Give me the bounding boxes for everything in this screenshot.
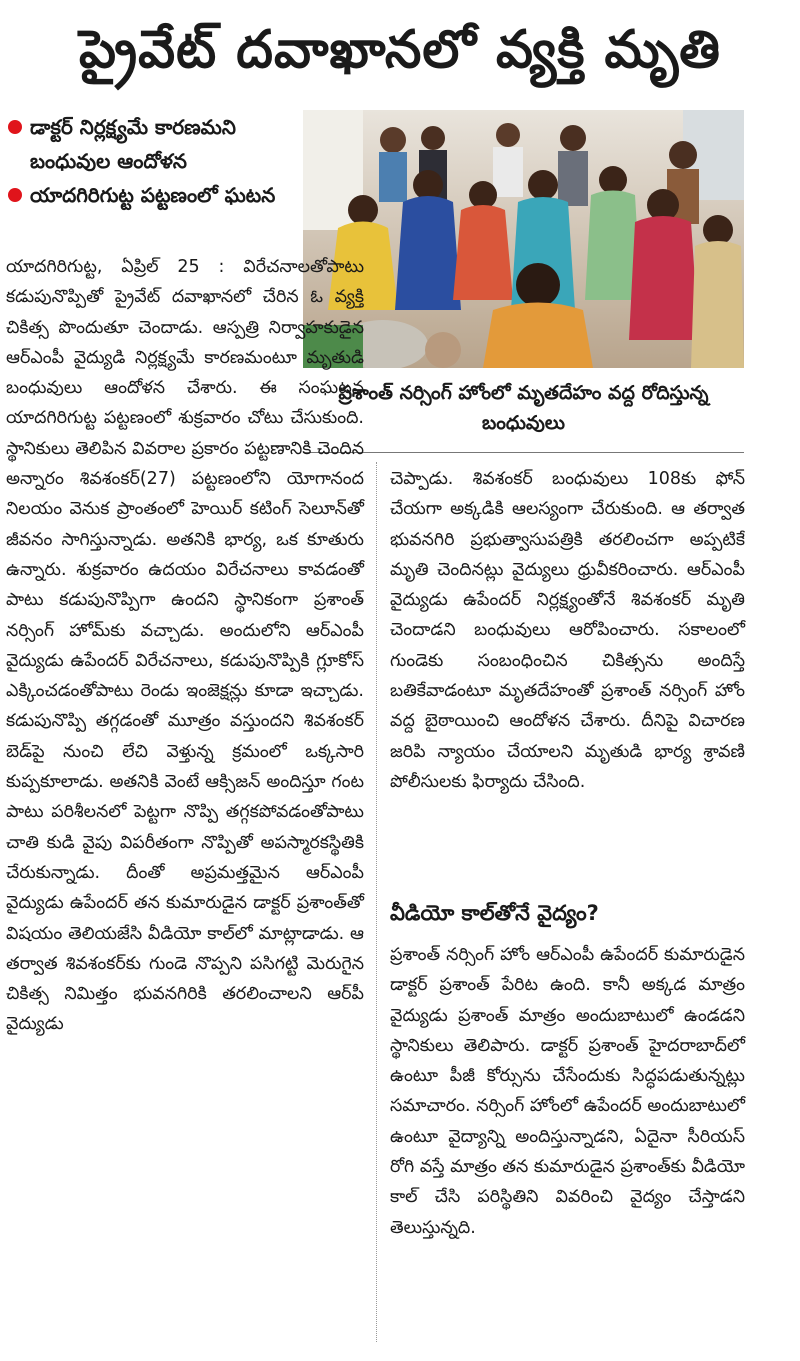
article-column-3 xyxy=(390,940,745,1243)
highlight-text: డాక్టర్ నిర్లక్ష్యమే కారణమని బంధువుల ఆందోళన xyxy=(30,115,236,173)
photo-caption: ప్రశాంత్ నర్సింగ్ హోంలో మృతదేహం వద్ద రోదిస్తున్న బంధువులు xyxy=(338,382,709,434)
highlight-item xyxy=(6,110,298,178)
bullet-dot-icon xyxy=(8,120,22,134)
highlights-list xyxy=(6,110,298,212)
mourning-crowd-image xyxy=(303,110,744,368)
column-divider xyxy=(376,462,377,1342)
article-paragraph: చెప్పాడు. శివశంకర్ బంధువులు 108కు ఫోన్ చేయగా అక్కడికి ఆలస్యంగా చేరుకుంది. ఆ తర్వాత భువనగిరి ప్రభుత్వాసుపత్రికి తరలించగా అప్పటికే మృతి చెందినట్లు వైద్యులు ధ్రువీకరించారు. ఆర్‌ఎంపీ వైద్యుడు ఉపేందర్ నిర్లక్ష్యంతోనే శివశంకర్ మృతి చెందాడని బంధువులు ఆరోపించారు. సకాలంలో గుండెకు సంబంధించిన చికిత్సను అందిస్తే బతికేవాడంటూ మృతదేహంతో ప్రశాంత్ నర్సింగ్ హోం వద్ద బైఠాయించి ఆందోళన చేశారు. దీనిపై విచారణ జరిపి న్యాయం చేయాలని మృతుడి భార్య శ్రావణి పోలీసులకు ఫిర్యాదు చేసింది. xyxy=(390,469,745,792)
news-photo xyxy=(303,110,744,368)
section-subheading: వీడియో కాల్‌తోనే వైద్యం? xyxy=(390,901,599,925)
article-column-1 xyxy=(6,252,364,1040)
article-column-2 xyxy=(390,464,745,797)
bullet-dot-icon xyxy=(8,188,22,202)
highlight-text: యాదగిరిగుట్ట పట్టణంలో ఘటన xyxy=(30,183,276,207)
article-paragraph: ప్రశాంత్ నర్సింగ్ హోం ఆర్‌ఎంపీ ఉపేందర్ కుమారుడైన డాక్టర్ ప్రశాంత్ పేరిట ఉంది. కానీ అక్కడ మాత్రం వైద్యుడు ప్రశాంత్ మాత్రం అందుబాటులో ఉండడని స్థానికులు తెలిపారు. డాక్టర్ ప్రశాంత్ హైదరాబాద్‌లో ఉంటూ పీజీ కోర్సును చేసేందుకు సిద్ధపడుతున్నట్లు సమాచారం. నర్సింగ్ హోంలో ఉపేందర్ అందుబాటులో ఉంటూ వైద్యాన్ని అందిస్తున్నాడని, ఏదైనా సీరియస్ రోగి వస్తే మాత్రం తన కుమారుడైన ప్రశాంత్‌కు వీడియో కాల్ చేసి పరిస్థితిని వివరించి వైద్యం చేస్తాడని తెలుస్తున్నది. xyxy=(390,945,745,1238)
caption-divider xyxy=(303,452,744,453)
article-paragraph: యాదగిరిగుట్ట, ఏప్రిల్ 25 : విరేచనాలతోపాటు కడుపునొప్పితో ప్రైవేట్ దవాఖానలో చేరిన ఓ వ్యక్తి చికిత్స పొందుతూ చెందాడు. ఆస్పత్రి నిర్వాహకుడైన ఆర్‌ఎంపీ వైద్యుడి నిర్లక్ష్యమే కారణమంటూ మృతుడి బంధువులు ఆందోళన చేశారు. ఈ సంఘటన యాదగిరిగుట్ట పట్టణంలో శుక్రవారం చోటు చేసుకుంది. స్థానికులు తెలిపిన వివరాల ప్రకారం పట్టణానికి చెందిన అన్నారం శివశంకర్(27) పట్టణంలోని యోగానంద నిలయం వెనుక ప్రాంతంలో హెయిర్ కటింగ్ సెలూన్‌తో జీవనం సాగిస్తున్నాడు. అతనికి భార్య, ఒక కూతురు ఉన్నారు. శుక్రవారం ఉదయం విరేచనాలు కావడంతో పాటు కడుపునొప్పిగా ఉందని స్థానికంగా ప్రశాంత్ నర్సింగ్ హోమ్‌కు వచ్చాడు. అందులోని ఆర్‌ఎంపీ వైద్యుడు ఉపేందర్ విరేచనాలు, కడుపునొప్పికి గ్లూకోస్ ఎక్కించడంతోపాటు రెండు ఇంజెక్షన్లు కూడా ఇచ్చాడు. కడుపునొప్పి తగ్గడంతో మూత్రం వస్తుందని శివశంకర్ బెడ్‌పై నుంచి లేచి వెళ్తున్న క్రమంలో ఒక్కసారి కుప్పకూలాడు. అతనికి వెంటే ఆక్సిజన్ అందిస్తూ గంట పాటు పరిశీలనలో పెట్టగా నొప్పి తగ్గకపోవడంతోపాటు చాతి కుడి వైపు విపరీతంగా నొప్పితో అపస్మారకస్థితికి చేరుకున్నాడు. దీంతో అప్రమత్తమైన ఆర్‌ఎంపీ వైద్యుడు ఉపేందర్ తన కుమారుడైన డాక్టర్ ప్రశాంత్‌తో విషయం తెలియజేసి వీడియో కాల్‌లో మాట్లాడాడు. ఆ తర్వాత శివశంకర్‌కు గుండె నొప్పని పసిగట్టి మెరుగైన చికిత్స నిమిత్తం భువనగిరికి తరలించాలని ఆర్‌పీ వైద్యుడు xyxy=(6,257,364,1035)
highlight-item xyxy=(6,178,298,212)
headline: ప్రైవేట్ దవాఖానలో వ్యక్తి మృతి xyxy=(79,20,721,80)
